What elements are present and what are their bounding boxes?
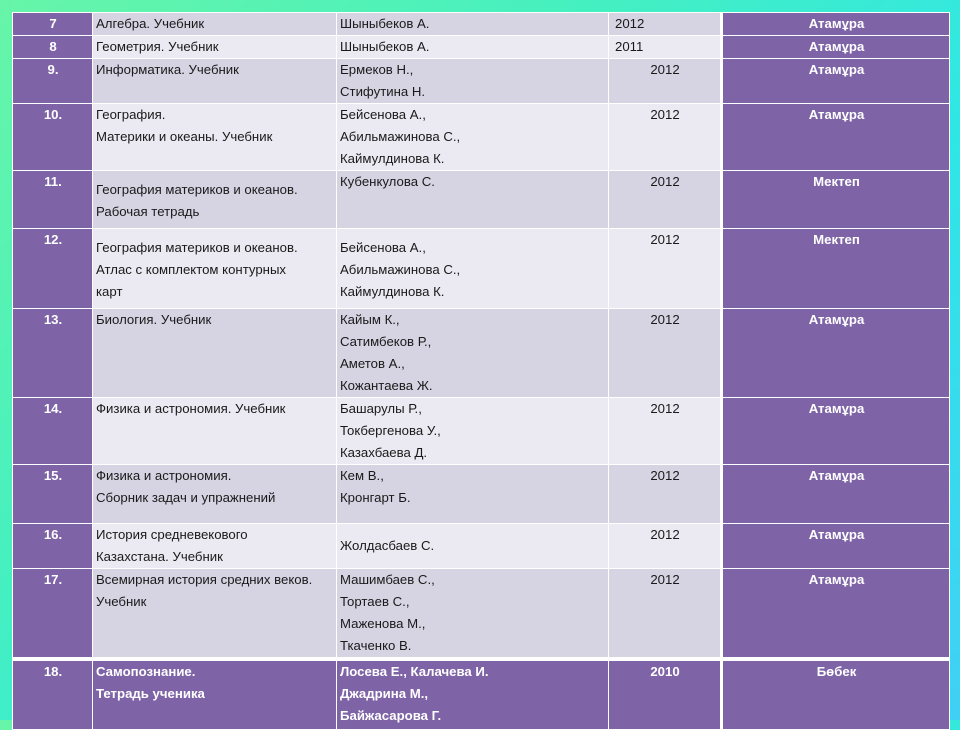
publisher: Атамұра (722, 465, 950, 524)
publisher: Атамұра (722, 13, 950, 36)
publication-year: 2012 (609, 569, 722, 660)
publication-year: 2012 (609, 465, 722, 524)
book-title: История средневекового Казахстана. Учебник (93, 524, 337, 569)
book-title: Физика и астрономия. Сборник задач и упражнений (93, 465, 337, 524)
book-title: Биология. Учебник (93, 309, 337, 398)
publication-year: 2012 (609, 524, 722, 569)
publisher: Атамұра (722, 309, 950, 398)
table-row (13, 309, 950, 398)
table-row (13, 659, 950, 729)
row-number: 18. (13, 659, 93, 729)
row-number: 9. (13, 59, 93, 104)
publisher: Бөбек (722, 659, 950, 729)
book-authors: Шыныбеков А. (337, 13, 609, 36)
publisher: Мектеп (722, 229, 950, 309)
table-row (13, 104, 950, 171)
row-number: 17. (13, 569, 93, 660)
row-number: 7 (13, 13, 93, 36)
publisher: Атамұра (722, 524, 950, 569)
row-number: 15. (13, 465, 93, 524)
row-number: 10. (13, 104, 93, 171)
textbook-table-container (12, 12, 949, 723)
publication-year: 2012 (609, 398, 722, 465)
book-title: Самопознание. Тетрадь ученика (93, 659, 337, 729)
book-authors: Башарулы Р., Токбергенова У., Казахбаева Д. (337, 398, 609, 465)
book-authors: Ермеков Н., Стифутина Н. (337, 59, 609, 104)
table-row (13, 524, 950, 569)
publication-year: 2012 (609, 104, 722, 171)
publication-year: 2012 (609, 171, 722, 229)
book-title: Алгебра. Учебник (93, 13, 337, 36)
table-row (13, 569, 950, 660)
book-authors: Лосева Е., Калачева И. Джадрина М., Байжасарова Г. (337, 659, 609, 729)
publication-year: 2012 (609, 13, 722, 36)
publisher: Атамұра (722, 104, 950, 171)
table-row (13, 13, 950, 36)
book-authors: Кем В., Кронгарт Б. (337, 465, 609, 524)
table-row (13, 398, 950, 465)
book-title: География материков и океанов. Рабочая тетрадь (93, 171, 337, 229)
row-number: 12. (13, 229, 93, 309)
row-number: 11. (13, 171, 93, 229)
book-authors: Жолдасбаев С. (337, 524, 609, 569)
book-title: Информатика. Учебник (93, 59, 337, 104)
book-title: Геометрия. Учебник (93, 36, 337, 59)
textbook-table (12, 12, 950, 730)
table-row (13, 465, 950, 524)
publication-year: 2012 (609, 59, 722, 104)
row-number: 14. (13, 398, 93, 465)
publication-year: 2010 (609, 659, 722, 729)
book-authors: Шыныбеков А. (337, 36, 609, 59)
publisher: Мектеп (722, 171, 950, 229)
book-title: Всемирная история средних веков. Учебник (93, 569, 337, 660)
publication-year: 2011 (609, 36, 722, 59)
publisher: Атамұра (722, 59, 950, 104)
publisher: Атамұра (722, 398, 950, 465)
publication-year: 2012 (609, 309, 722, 398)
book-authors: Машимбаев С., Тортаев С., Маженова М., Ткаченко В. (337, 569, 609, 660)
row-number: 16. (13, 524, 93, 569)
book-authors: Кайым К., Сатимбеков Р., Аметов А., Кожантаева Ж. (337, 309, 609, 398)
publisher: Атамұра (722, 36, 950, 59)
table-row (13, 229, 950, 309)
table-row (13, 59, 950, 104)
book-authors: Бейсенова А., Абильмажинова С., Каймулдинова К. (337, 229, 609, 309)
publication-year: 2012 (609, 229, 722, 309)
book-title: География. Материки и океаны. Учебник (93, 104, 337, 171)
publisher: Атамұра (722, 569, 950, 660)
table-row (13, 36, 950, 59)
row-number: 8 (13, 36, 93, 59)
book-authors: Бейсенова А., Абильмажинова С., Каймулдинова К. (337, 104, 609, 171)
table-row (13, 171, 950, 229)
book-title: География материков и океанов. Атлас с комплектом контурных карт (93, 229, 337, 309)
book-authors: Кубенкулова С. (337, 171, 609, 229)
book-title: Физика и астрономия. Учебник (93, 398, 337, 465)
row-number: 13. (13, 309, 93, 398)
